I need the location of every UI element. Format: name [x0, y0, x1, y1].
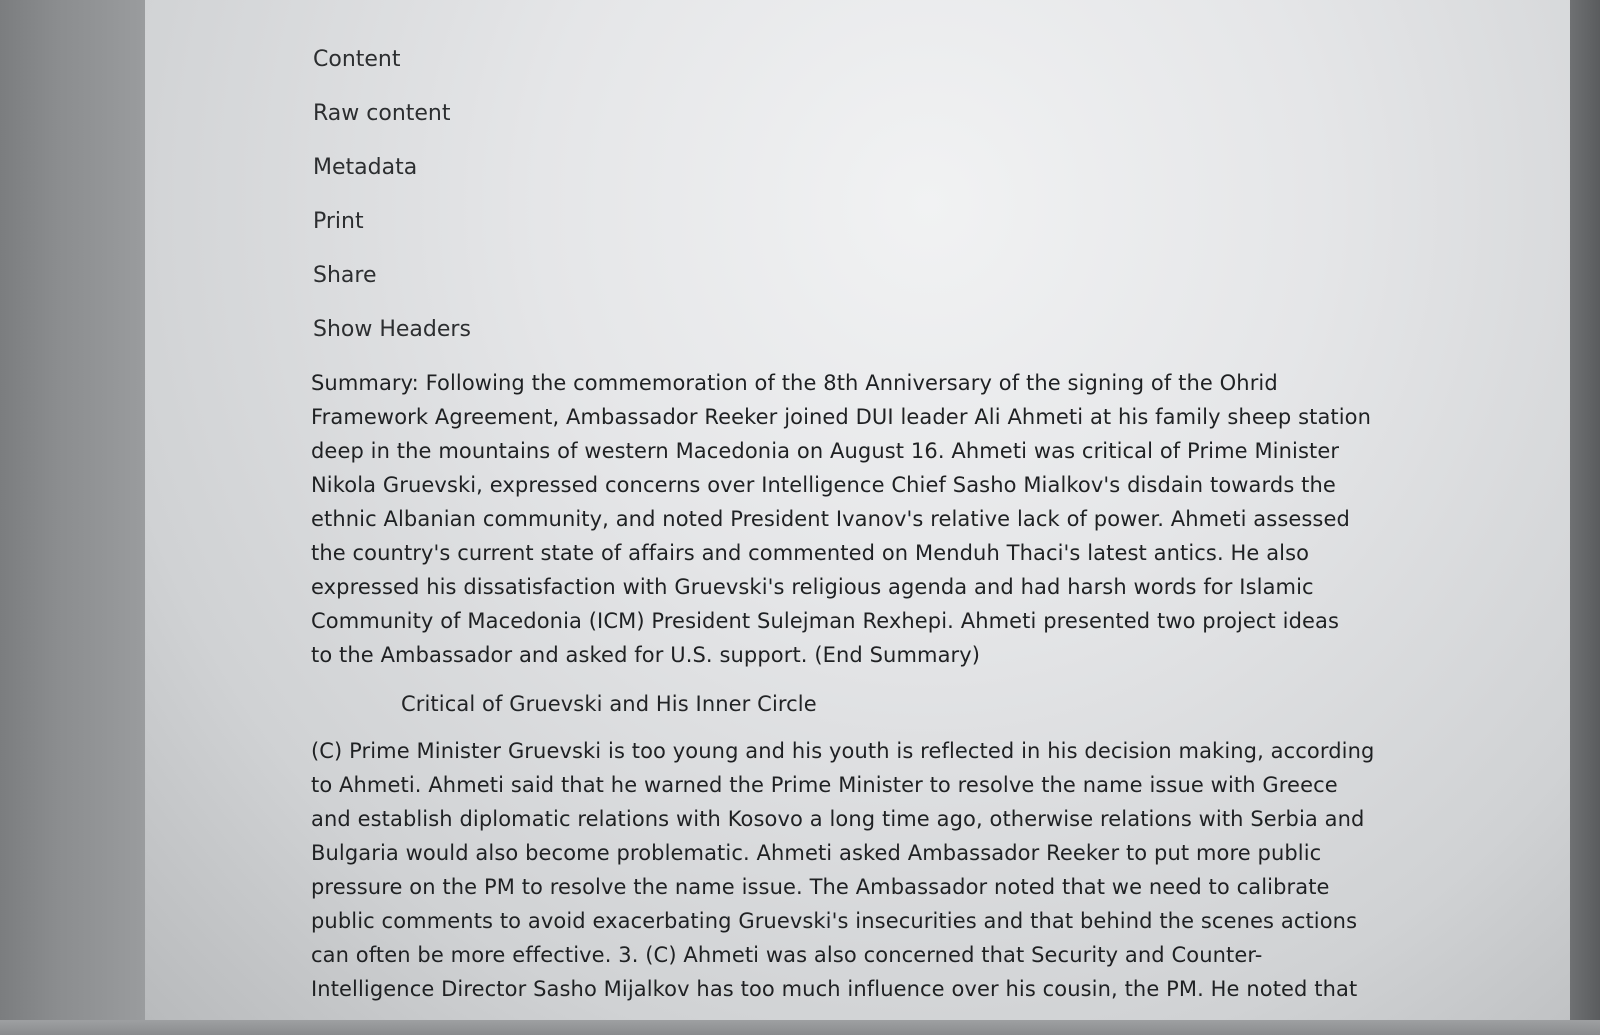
summary-line: Nikola Gruevski, expressed concerns over Intelligence Chief Sasho Mialkov's disdain towards the	[311, 473, 1336, 497]
view-menu	[313, 42, 471, 366]
menu-item-share[interactable]: Share	[313, 263, 377, 288]
document-content	[311, 366, 1411, 1006]
left-margin	[0, 0, 145, 1035]
body-line: (C) Prime Minister Gruevski is too young and his youth is reflected in his decision making, according	[311, 739, 1375, 763]
menu-item-content[interactable]: Content	[313, 47, 401, 72]
summary-line: to the Ambassador and asked for U.S. support. (End Summary)	[311, 643, 981, 667]
body-line: public comments to avoid exacerbating Gruevski's insecurities and that behind the scenes actions	[311, 909, 1358, 933]
menu-item-print[interactable]: Print	[313, 209, 364, 234]
bottom-strip	[0, 1020, 1600, 1035]
summary-paragraph	[311, 366, 1411, 672]
body-line: pressure on the PM to resolve the name issue. The Ambassador noted that we need to calibrate	[311, 875, 1330, 899]
body-line: can often be more effective. 3. (C) Ahmeti was also concerned that Security and Counter-	[311, 943, 1263, 967]
summary-line: Summary: Following the commemoration of the 8th Anniversary of the signing of the Ohrid	[311, 371, 1278, 395]
body-line: to Ahmeti. Ahmeti said that he warned the Prime Minister to resolve the name issue with Greece	[311, 773, 1338, 797]
summary-line: deep in the mountains of western Macedonia on August 16. Ahmeti was critical of Prime Minister	[311, 439, 1340, 463]
body-paragraph	[311, 734, 1411, 1006]
section-heading: Critical of Gruevski and His Inner Circle	[401, 692, 817, 716]
menu-item-raw-content[interactable]: Raw content	[313, 101, 451, 126]
right-margin	[1570, 0, 1600, 1035]
body-line: and establish diplomatic relations with Kosovo a long time ago, otherwise relations with Serbia and	[311, 807, 1365, 831]
body-line: Intelligence Director Sasho Mijalkov has too much influence over his cousin, the PM. He noted that	[311, 977, 1358, 1001]
body-line: Bulgaria would also become problematic. Ahmeti asked Ambassador Reeker to put more public	[311, 841, 1322, 865]
summary-line: expressed his dissatisfaction with Gruevski's religious agenda and had harsh words for Islamic	[311, 575, 1314, 599]
summary-line: ethnic Albanian community, and noted President Ivanov's relative lack of power. Ahmeti assessed	[311, 507, 1350, 531]
menu-item-metadata[interactable]: Metadata	[313, 155, 418, 180]
summary-line: Framework Agreement, Ambassador Reeker joined DUI leader Ali Ahmeti at his family sheep station	[311, 405, 1372, 429]
menu-item-show-headers[interactable]: Show Headers	[313, 317, 471, 342]
summary-line: Community of Macedonia (ICM) President Sulejman Rexhepi. Ahmeti presented two project ideas	[311, 609, 1340, 633]
summary-line: the country's current state of affairs and commented on Menduh Thaci's latest antics. He also	[311, 541, 1310, 565]
